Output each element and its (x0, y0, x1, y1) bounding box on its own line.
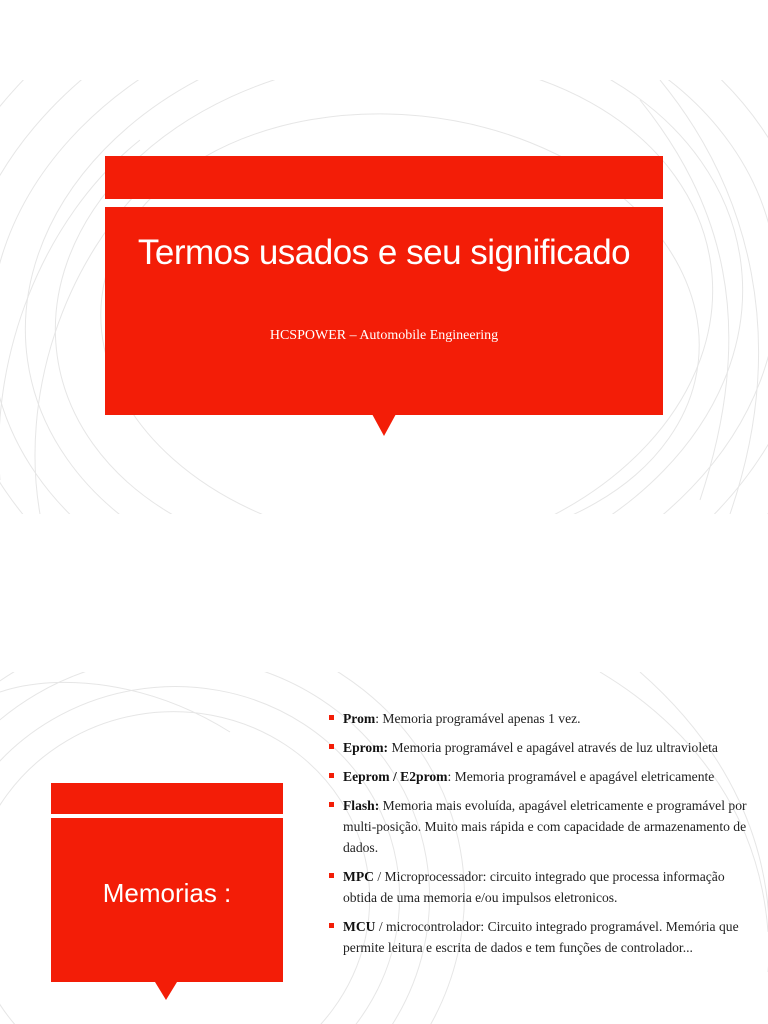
term-description: Memoria mais evoluída, apagável eletricamente e programável por multi-posição. Muito mais rápida e com capacidade de armazenamento de dados. (343, 798, 747, 855)
term-description: : Memoria programável e apagável eletricamente (447, 769, 715, 784)
section-title-box (51, 818, 283, 982)
title-slide (0, 80, 768, 514)
term-label: Prom (343, 711, 376, 726)
bullet-icon (329, 773, 334, 778)
list-item (327, 866, 759, 908)
title-box (105, 207, 663, 415)
section-box-pointer (155, 982, 177, 1000)
slide-title: Termos usados e seu significado (137, 233, 631, 272)
list-item (327, 708, 759, 729)
section-title: Memorias : (102, 878, 232, 908)
term-label: MCU (343, 919, 376, 934)
term-label: Eprom: (343, 740, 389, 755)
bullet-icon (329, 923, 334, 928)
term-description: / Microprocessador: circuito integrado que processa informação obtida de uma memoria e/ou impulsos eletronicos. (343, 869, 725, 905)
title-accent-bar (105, 156, 663, 199)
title-box-pointer (372, 414, 396, 436)
term-label: Flash: (343, 798, 380, 813)
list-item (327, 737, 759, 758)
term-label: Eeprom / E2prom (343, 769, 448, 784)
memorias-slide (0, 672, 768, 1024)
list-item (327, 766, 759, 787)
term-description: : Memoria programável apenas 1 vez. (375, 711, 581, 726)
section-accent-bar (51, 783, 283, 814)
list-item (327, 795, 759, 858)
term-label: MPC (343, 869, 374, 884)
memory-terms-list (327, 708, 759, 966)
list-item (327, 916, 759, 958)
bullet-icon (329, 744, 334, 749)
slide-subtitle: HCSPOWER – Automobile Engineering (269, 328, 499, 343)
bullet-icon (329, 873, 334, 878)
term-description: / microcontrolador: Circuito integrado programável. Memória que permite leitura e escrita de dados e tem funções de controlador... (343, 919, 739, 955)
term-description: Memoria programável e apagável através de luz ultravioleta (388, 740, 718, 755)
bullet-icon (329, 802, 334, 807)
bullet-icon (329, 715, 334, 720)
